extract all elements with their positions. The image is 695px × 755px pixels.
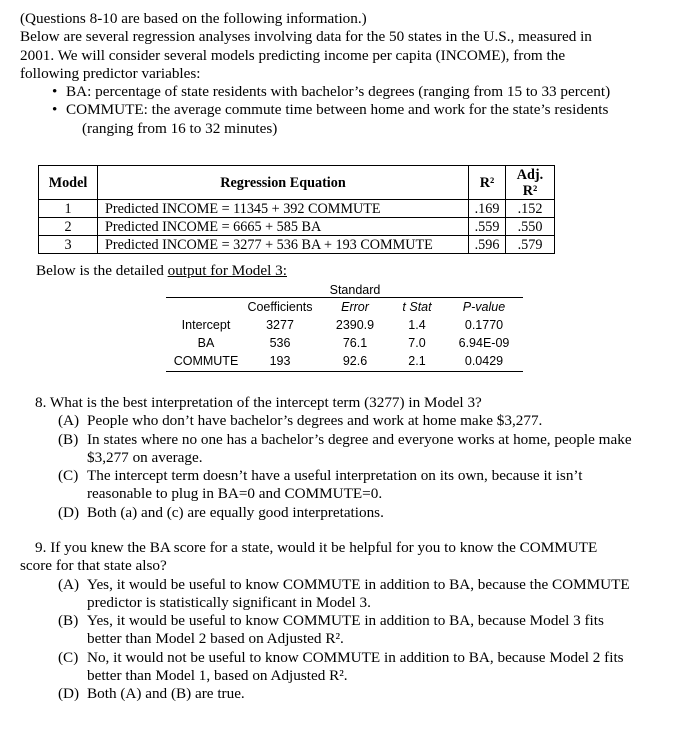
question-stem-cont: score for that state also? <box>20 557 167 575</box>
intro-line: following predictor variables: <box>20 64 201 82</box>
coef-value: 193 <box>269 354 291 368</box>
answer-option-a: (A) Yes, it would be useful to know COMMUTE in addition to BA, because the COMMUTE predictor is statistically significant in Model 3. <box>58 575 630 611</box>
option-label: (D) <box>58 685 80 703</box>
table-row <box>39 236 555 254</box>
pvalue-value: 0.0429 <box>464 354 504 368</box>
adj-r2-value: .550 <box>506 218 555 236</box>
bullet-icon: • <box>52 83 58 101</box>
regression-equation: Predicted INCOME = 3277 + 536 BA + 193 COMMUTE <box>98 236 469 254</box>
models-table <box>38 165 555 254</box>
table-row <box>39 218 555 236</box>
col-header-r2: R² <box>469 166 506 200</box>
answer-option-b: (B) In states where no one has a bachelor’s degree and everyone works at home, people make $3,277 on average. <box>58 430 632 466</box>
intro-line: Below are several regression analyses involving data for the 50 states in the U.S., measured in <box>20 28 592 46</box>
answer-option-b: (B) Yes, it would be useful to know COMMUTE in addition to BA, because Model 3 fits better than Model 2 based on Adjusted R². <box>58 612 604 648</box>
regression-equation: Predicted INCOME = 11345 + 392 COMMUTE <box>98 200 469 218</box>
tstat-value: 7.0 <box>408 336 426 350</box>
model-number: 2 <box>39 218 98 236</box>
table-header-row <box>39 166 555 200</box>
answer-option-a: (A) People who don’t have bachelor’s degrees and work at home make $3,277. <box>58 412 543 430</box>
intro-line: (Questions 8-10 are based on the following information.) <box>20 10 367 27</box>
predictor-item-commute: • COMMUTE: the average commute time between home and work for the state’s residents (ranging from 16 to 32 minutes) <box>52 101 609 137</box>
col-header-tstat: t Stat <box>402 300 432 314</box>
bottom-rule <box>166 371 523 372</box>
answer-option-c: (C) The intercept term doesn’t have a useful interpretation on its own, because it isn’t reasonable to plug in BA=0 and COMMUTE=0. <box>58 467 583 503</box>
se-value: 76.1 <box>342 336 368 350</box>
row-label: BA <box>197 336 215 350</box>
model-number: 1 <box>39 200 98 218</box>
option-label: (B) <box>58 430 79 448</box>
coef-value: 536 <box>269 336 291 350</box>
table-row <box>39 200 555 218</box>
col-header-pvalue: P-value <box>462 300 506 314</box>
top-rule <box>166 297 523 298</box>
tstat-value: 2.1 <box>408 354 426 368</box>
option-label: (A) <box>58 412 80 430</box>
pvalue-value: 6.94E-09 <box>458 336 510 350</box>
col-header-equation: Regression Equation <box>98 166 469 200</box>
intro-line: 2001. We will consider several models predicting income per capita (INCOME), from the <box>20 46 566 64</box>
answer-option-c: (C) No, it would not be useful to know COMMUTE in addition to BA, because Model 2 fits better than Model 1, based on Adjusted R². <box>58 648 624 685</box>
option-label: (C) <box>58 467 79 485</box>
adj-r2-value: .152 <box>506 200 555 218</box>
regression-equation: Predicted INCOME = 6665 + 585 BA <box>98 218 469 236</box>
r2-value: .169 <box>469 200 506 218</box>
coef-value: 3277 <box>266 318 294 332</box>
row-label: Intercept <box>181 318 231 332</box>
option-label: (D) <box>58 503 80 521</box>
answer-option-d: (D) Both (a) and (c) are equally good interpretations. <box>58 503 384 521</box>
answer-option-d: (D) Both (A) and (B) are true. <box>58 685 245 703</box>
predictor-item-ba: • BA: percentage of state residents with bachelor’s degrees (ranging from 15 to 33 percent) <box>52 83 611 101</box>
predictor-list <box>20 83 670 138</box>
tstat-value: 1.4 <box>408 318 426 332</box>
adj-r2-value: .579 <box>506 236 555 254</box>
option-label: (B) <box>58 612 79 630</box>
question-stem: 8. What is the best interpretation of the intercept term (3277) in Model 3? <box>35 394 482 411</box>
row-label: COMMUTE <box>173 354 239 368</box>
question-stem: 9. If you knew the BA score for a state, would it be helpful for you to know the COMMUTE <box>35 539 598 556</box>
col-header-se-bottom: Error <box>341 300 369 314</box>
model-number: 3 <box>39 236 98 254</box>
r2-value: .596 <box>469 236 506 254</box>
question-8 <box>20 394 675 522</box>
question-9 <box>20 539 675 704</box>
detail-output-label: Below is the detailed output for Model 3: <box>36 262 287 279</box>
intro-paragraph <box>20 10 670 138</box>
col-header-coef: Coefficients <box>247 300 313 314</box>
bullet-icon: • <box>52 101 58 119</box>
se-value: 92.6 <box>342 354 368 368</box>
option-label: (A) <box>58 575 80 593</box>
r2-value: .559 <box>469 218 506 236</box>
col-header-se-top: Standard <box>329 283 381 297</box>
col-header-adj-r2: Adj. R² <box>506 166 555 200</box>
option-label: (C) <box>58 648 79 666</box>
detail-output-label-underlined: output for Model 3: <box>167 262 287 279</box>
pvalue-value: 0.1770 <box>464 318 504 332</box>
se-value: 2390.9 <box>335 318 375 332</box>
col-header-model: Model <box>39 166 98 200</box>
